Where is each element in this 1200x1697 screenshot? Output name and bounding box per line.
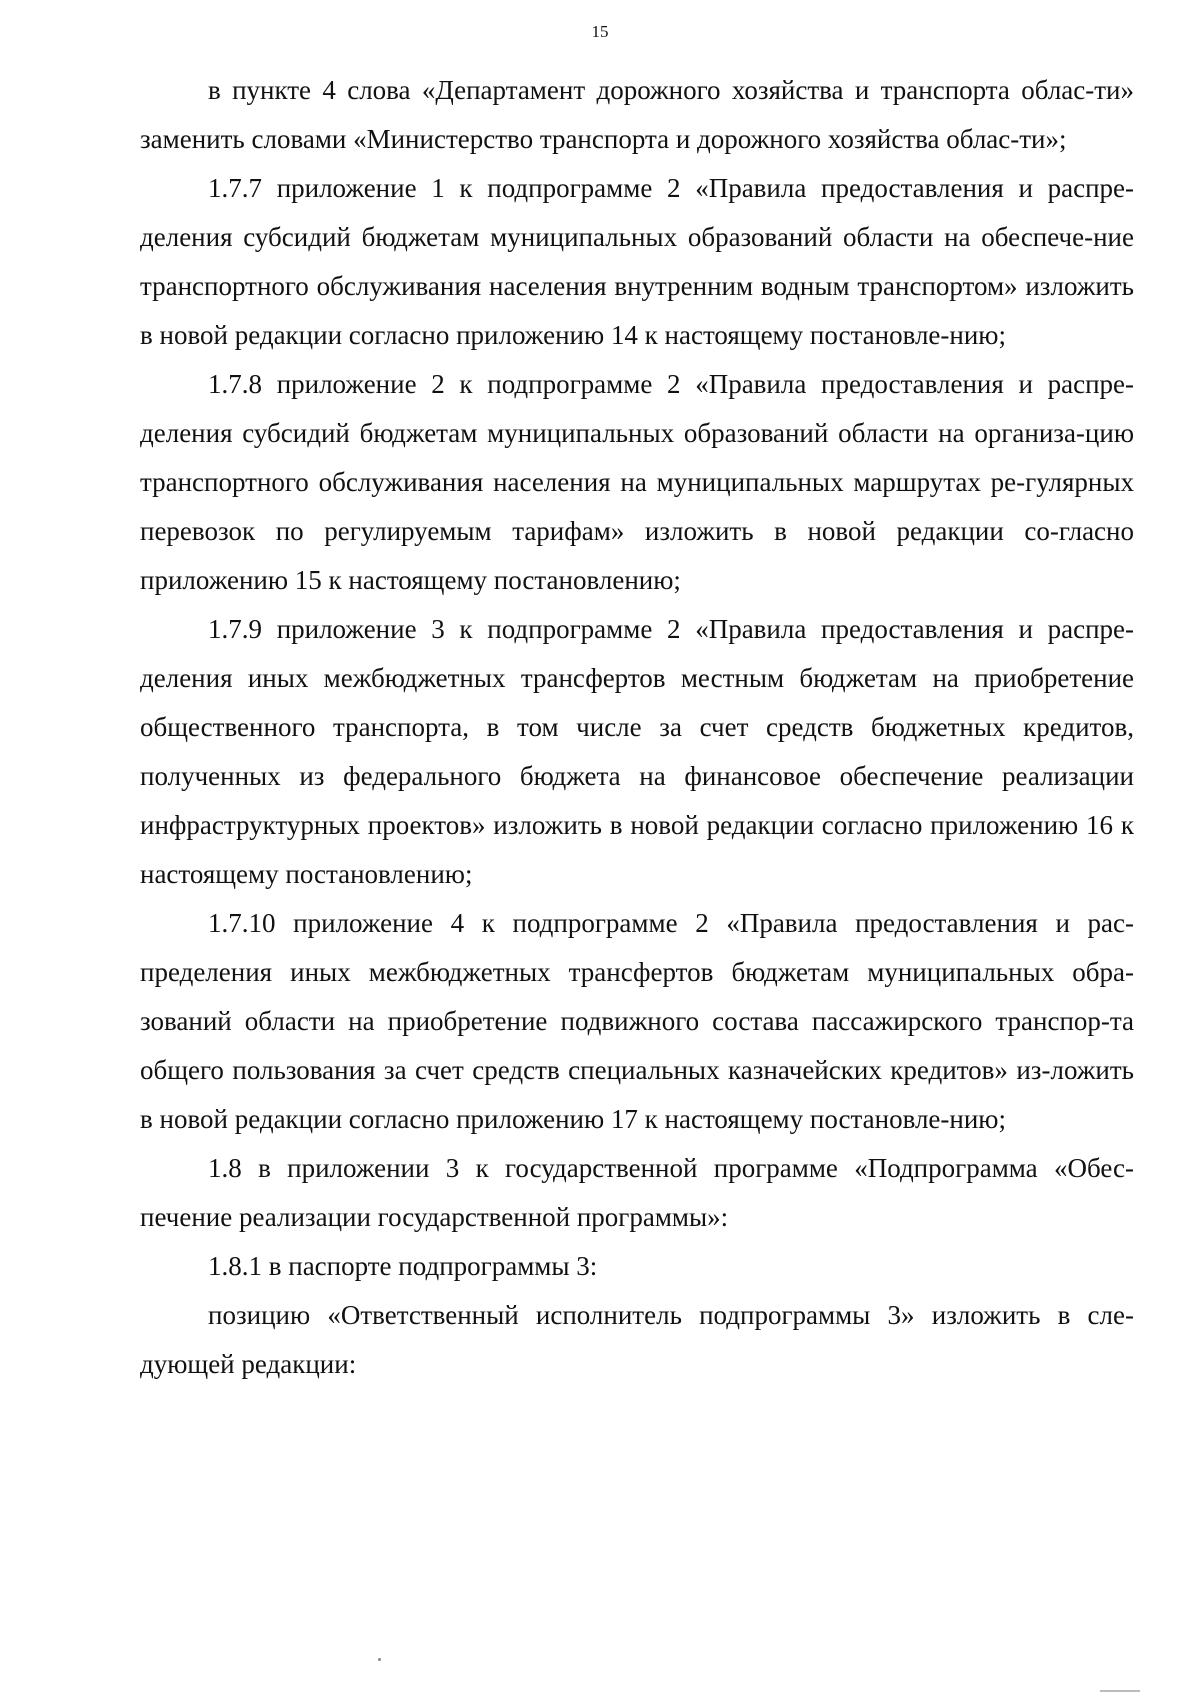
document-body: [140, 66, 1134, 1389]
paragraph: 1.7.9 приложение 3 к подпрограмме 2 «Правила предоставления и распре-деления иных межбюджетных трансфертов местным бюджетам на приобретение общественного транспорта, в том числе за счет средств бюджетных кредитов, полученных из федерального бюджета на финансовое обеспечение реализации инфраструктурных проектов» изложить в новой редакции согласно приложению 16 к настоящему постановлению;: [140, 614, 1134, 889]
scan-speck: [1100, 1690, 1140, 1692]
scan-speck: [378, 1658, 381, 1661]
paragraph: 1.8 в приложении 3 к государственной программе «Подпрограмма «Обес-печение реализации государственной программы»:: [140, 1153, 1134, 1232]
paragraph: позицию «Ответственный исполнитель подпрограммы 3» изложить в сле-дующей редакции:: [140, 1300, 1134, 1379]
paragraph: в пункте 4 слова «Департамент дорожного хозяйства и транспорта облас-ти» заменить словами «Министерство транспорта и дорожного хозяйства облас-ти»;: [140, 75, 1134, 154]
paragraph: 1.7.7 приложение 1 к подпрограмме 2 «Правила предоставления и распре-деления субсидий бюджетам муниципальных образований области на обеспече-ние транспортного обслуживания населения внутренним водным транспортом» изложить в новой редакции согласно приложению 14 к настоящему постановле-нию;: [140, 173, 1134, 350]
page-number: 15: [591, 22, 609, 41]
paragraph: 1.7.10 приложение 4 к подпрограмме 2 «Правила предоставления и рас-пределения иных межбюджетных трансфертов бюджетам муниципальных обра-зований области на приобретение подвижного состава пассажирского транспор-та общего пользования за счет средств специальных казначейских кредитов» из-ложить в новой редакции согласно приложению 17 к настоящему постановле-нию;: [140, 908, 1134, 1134]
paragraph: 1.8.1 в паспорте подпрограммы 3:: [208, 1251, 598, 1281]
paragraph: 1.7.8 приложение 2 к подпрограмме 2 «Правила предоставления и распре-деления субсидий бюджетам муниципальных образований области на организа-цию транспортного обслуживания населения на муниципальных маршрутах ре-гулярных перевозок по регулируемым тарифам» изложить в новой редакции со-гласно приложению 15 к настоящему постановлению;: [140, 369, 1134, 595]
